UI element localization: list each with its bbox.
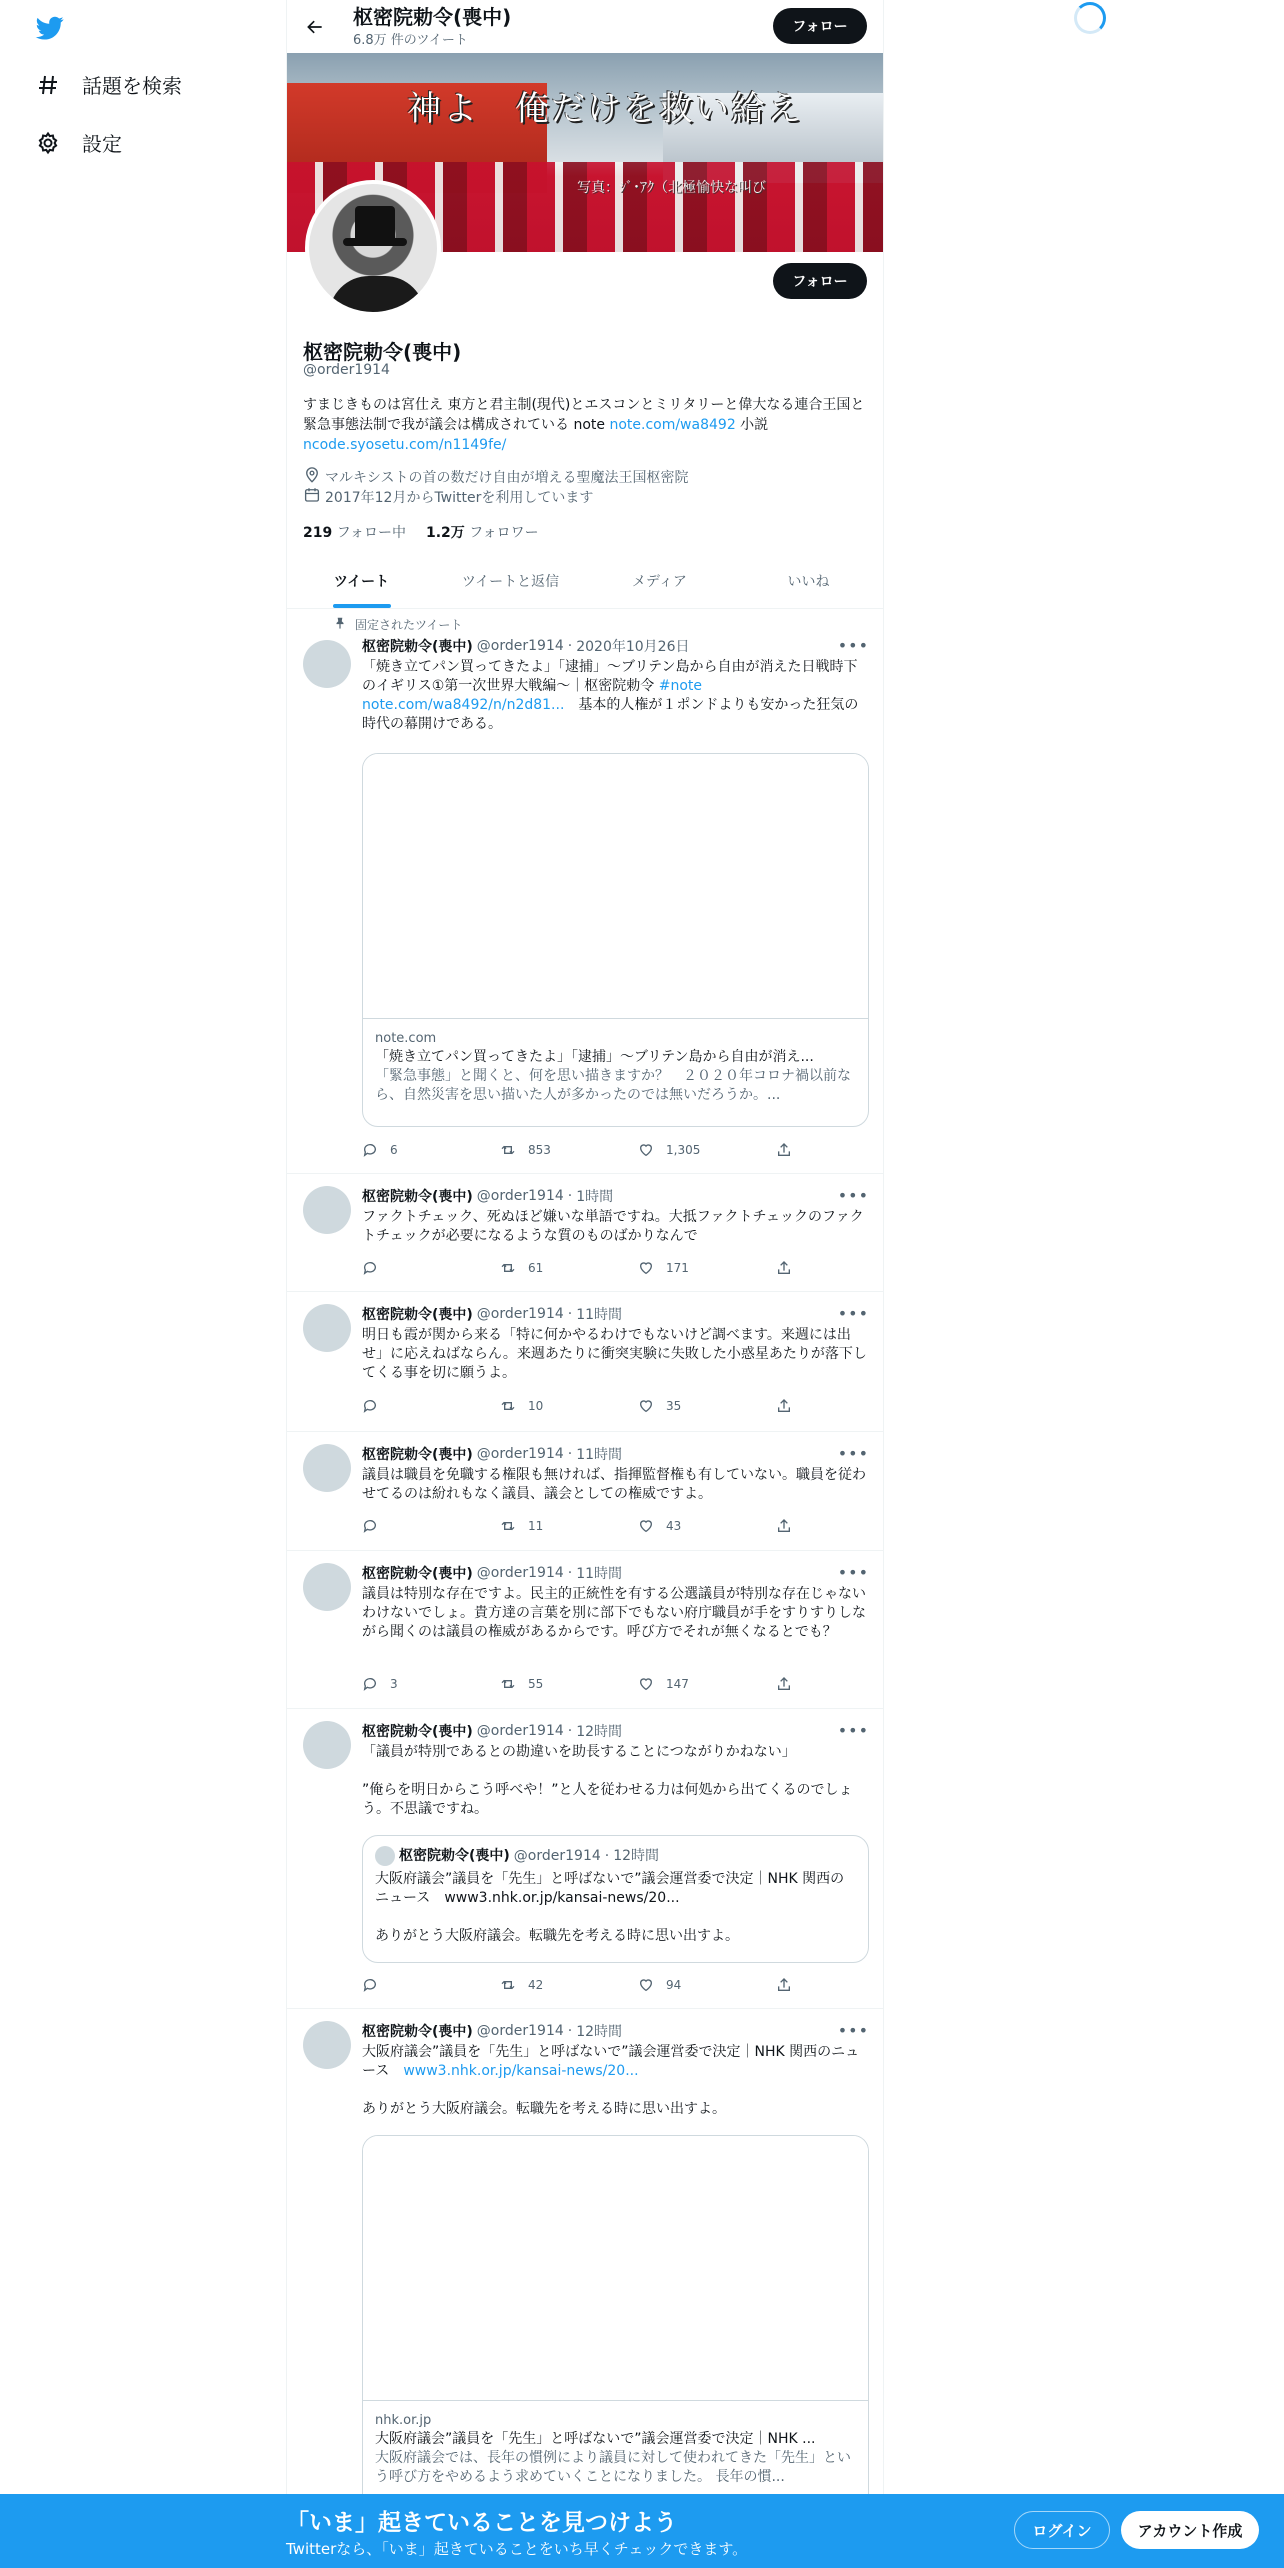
tweet-dot: · bbox=[567, 1723, 573, 1739]
avatar-hat bbox=[355, 206, 395, 240]
tweet-avatar[interactable] bbox=[303, 2021, 351, 2069]
tab-media[interactable]: メディア bbox=[632, 573, 687, 590]
header-name: 枢密院勅令(喪中) bbox=[353, 5, 512, 29]
profile-name: 枢密院勅令(喪中) bbox=[303, 340, 462, 364]
retweet-button[interactable] bbox=[500, 1260, 600, 1276]
retweet-count: 55 bbox=[528, 1677, 544, 1691]
header-tweet-count: 6.8万 件のツイート bbox=[353, 33, 468, 48]
retweet-icon bbox=[500, 1398, 516, 1414]
tweet-author-handle[interactable]: @order1914 bbox=[476, 638, 564, 654]
joined-text: 2017年12月からTwitterを利用しています bbox=[325, 490, 594, 506]
retweet-count: 11 bbox=[528, 1519, 544, 1533]
tweet-text-main: 「議員が特別であるとの勘違いを助長することにつながりかねない」 bbox=[362, 1744, 796, 1760]
tweet-author-name[interactable]: 枢密院勅令(喪中) bbox=[362, 1566, 473, 1582]
tweet-text bbox=[362, 658, 869, 734]
reply-button[interactable] bbox=[362, 1142, 462, 1158]
more-options-icon[interactable]: ••• bbox=[837, 2021, 869, 2040]
quoted-tweet-header bbox=[375, 1846, 856, 1866]
tweet-text bbox=[362, 2043, 869, 2119]
retweet-icon bbox=[500, 1977, 516, 1993]
share-icon bbox=[776, 1142, 792, 1158]
heart-icon bbox=[638, 1142, 654, 1158]
retweet-count: 42 bbox=[528, 1978, 544, 1992]
tab-likes[interactable]: いいね bbox=[787, 573, 830, 590]
profile-avatar[interactable] bbox=[305, 180, 441, 316]
hashtag-icon bbox=[36, 73, 60, 97]
tweet-author-name[interactable]: 枢密院勅令(喪中) bbox=[362, 1189, 473, 1205]
tweet-time[interactable]: 2020年10月26日 bbox=[576, 639, 690, 655]
share-button[interactable] bbox=[776, 1518, 792, 1534]
tweet-item[interactable] bbox=[287, 1709, 883, 2009]
share-button[interactable] bbox=[776, 1676, 792, 1692]
share-button[interactable] bbox=[776, 1398, 792, 1414]
tweet-text: 明日も霞が関から来る「特に何かやるわけでもないけど調べます。来週には出せ」に応えねばならん。来週あたりに衝突実験に失敗した小惑星あたりが落下してくる事を切に願うよ。 bbox=[362, 1327, 867, 1381]
share-icon bbox=[776, 1518, 792, 1534]
tweet-item[interactable] bbox=[287, 610, 883, 1174]
more-options-icon[interactable]: ••• bbox=[837, 1721, 869, 1740]
tweet-avatar[interactable] bbox=[303, 1444, 351, 1492]
calendar-icon bbox=[303, 486, 321, 508]
reply-button[interactable] bbox=[362, 1260, 462, 1276]
card-title: 「焼き立てパン買ってきたよ」「逮捕」～ブリテン島から自由が消え... bbox=[375, 1049, 814, 1065]
banner-subtitle: 写真：ｼﾞ･ｱｸ（北極愉快な叫び bbox=[577, 180, 766, 196]
retweet-button[interactable] bbox=[500, 1676, 600, 1692]
tweet-text-extra: ”俺らを明日からこう呼べや！”と人を従わせる力は何処から出てくるのでしょう。不思議ですね。 bbox=[362, 1782, 853, 1817]
tweet-avatar[interactable] bbox=[303, 1186, 351, 1234]
tweet-item[interactable] bbox=[287, 1551, 883, 1709]
profile-bio bbox=[303, 395, 869, 455]
tweet-header bbox=[362, 2021, 869, 2041]
tweet-actions bbox=[362, 1676, 792, 1692]
header-title-block bbox=[353, 5, 511, 48]
reply-icon bbox=[362, 1518, 378, 1534]
tweet-actions bbox=[362, 1398, 792, 1414]
tweet-author-name[interactable]: 枢密院勅令(喪中) bbox=[362, 1447, 473, 1463]
tweet-header bbox=[362, 636, 869, 656]
reply-icon bbox=[362, 1398, 378, 1414]
nav-settings[interactable] bbox=[36, 128, 122, 157]
bio-mid-text: 小説 bbox=[735, 417, 769, 433]
tweet-body bbox=[362, 1721, 869, 1819]
like-button[interactable] bbox=[638, 1398, 738, 1414]
following-label: フォロー中 bbox=[336, 525, 406, 541]
quoted-author-name: 枢密院勅令(喪中) bbox=[399, 1847, 510, 1864]
tweet-time[interactable]: 11時間 bbox=[576, 1447, 623, 1463]
tweet-item[interactable] bbox=[287, 2009, 883, 2568]
more-options-icon[interactable]: ••• bbox=[837, 1186, 869, 1205]
banner-title: 神よ 俺だけを救い給え bbox=[407, 89, 803, 129]
gear-icon bbox=[36, 131, 60, 155]
followers-count: 1.2万 bbox=[426, 525, 465, 541]
tweet-item[interactable] bbox=[287, 1292, 883, 1432]
tweet-avatar[interactable] bbox=[303, 1563, 351, 1611]
tweet-actions bbox=[362, 1260, 792, 1276]
twitter-logo-icon[interactable] bbox=[34, 14, 66, 42]
like-button[interactable] bbox=[638, 1676, 738, 1692]
tweet-author-name[interactable]: 枢密院勅令(喪中) bbox=[362, 1307, 473, 1323]
tweet-author-name[interactable]: 枢密院勅令(喪中) bbox=[362, 639, 473, 655]
signup-banner bbox=[0, 2494, 1284, 2568]
like-button[interactable] bbox=[638, 1142, 738, 1158]
tweet-dot: · bbox=[567, 2023, 573, 2039]
retweet-button[interactable] bbox=[500, 1398, 600, 1414]
tweet-dot: · bbox=[567, 1446, 573, 1462]
signup-banner-title: 「いま」起きていることを見つけよう bbox=[286, 2510, 677, 2536]
tweet-item[interactable] bbox=[287, 1174, 883, 1292]
tweet-text: ファクトチェック、死ぬほど嫌いな単語ですね。大抵ファクトチェックのファクトチェックが必要になるような質のものばかりなんで bbox=[362, 1209, 864, 1244]
loading-spinner-icon bbox=[1074, 2, 1106, 34]
profile-header bbox=[287, 0, 883, 53]
tweet-header bbox=[362, 1304, 869, 1324]
tweet-body bbox=[362, 1444, 869, 1504]
tweet-avatar[interactable] bbox=[303, 1304, 351, 1352]
card-description: 大阪府議会では、長年の慣例により議員に対して使われてきた「先生」という呼び方をやめるよう求めていくことになりました。 長年の慣... bbox=[375, 2450, 851, 2485]
like-button[interactable] bbox=[638, 1518, 738, 1534]
tweet-header bbox=[362, 1444, 869, 1464]
following-count: 219 bbox=[303, 525, 333, 541]
reply-icon bbox=[362, 1260, 378, 1276]
retweet-icon bbox=[500, 1142, 516, 1158]
card-info bbox=[363, 1019, 868, 1115]
more-options-icon[interactable]: ••• bbox=[837, 1304, 869, 1323]
quoted-time: 12時間 bbox=[613, 1847, 660, 1864]
reply-count: 6 bbox=[390, 1143, 398, 1157]
heart-icon bbox=[638, 1977, 654, 1993]
share-icon bbox=[776, 1260, 792, 1276]
nav-explore[interactable] bbox=[36, 70, 182, 99]
share-icon bbox=[776, 1398, 792, 1414]
heart-icon bbox=[638, 1260, 654, 1276]
card-info bbox=[363, 2401, 868, 2497]
like-count: 1,305 bbox=[666, 1143, 701, 1157]
tab-tweets[interactable]: ツイート bbox=[287, 553, 436, 608]
card-domain: note.com bbox=[375, 1031, 437, 1046]
reply-button[interactable] bbox=[362, 1676, 462, 1692]
quoted-text-main: 大阪府議会”議員を「先生」と呼ばないで”議会運営委で決定｜NHK 関西のニュース bbox=[375, 1871, 845, 1906]
tweet-header bbox=[362, 1563, 869, 1583]
tweet-author-handle[interactable]: @order1914 bbox=[476, 2023, 564, 2039]
reply-button[interactable] bbox=[362, 1977, 462, 1993]
heart-icon bbox=[638, 1398, 654, 1414]
quoted-dot: · bbox=[604, 1847, 610, 1864]
bio-link-note[interactable]: note.com/wa8492 bbox=[609, 417, 736, 433]
retweet-button[interactable] bbox=[500, 1977, 600, 1993]
retweet-count: 853 bbox=[528, 1143, 551, 1157]
tweet-item[interactable] bbox=[287, 1432, 883, 1551]
profile-follow-button[interactable]: フォロー bbox=[773, 263, 867, 299]
like-count: 35 bbox=[666, 1399, 682, 1413]
quoted-link: www3.nhk.or.jp/kansai-news/20... bbox=[444, 1890, 680, 1906]
tweet-time[interactable]: 1時間 bbox=[576, 1189, 614, 1205]
tweet-time[interactable]: 12時間 bbox=[576, 1724, 623, 1740]
tweet-dot: · bbox=[567, 1188, 573, 1204]
tweet-author-handle[interactable]: @order1914 bbox=[476, 1188, 564, 1204]
profile-joined bbox=[303, 486, 593, 508]
quoted-tweet[interactable] bbox=[362, 1835, 869, 1963]
avatar-brim bbox=[343, 238, 407, 246]
card-title: 大阪府議会”議員を「先生」と呼ばないで”議会運営委で決定｜NHK ... bbox=[375, 2431, 816, 2447]
tweet-avatar[interactable] bbox=[303, 1721, 351, 1769]
profile-column bbox=[286, 0, 884, 2568]
location-pin-icon bbox=[303, 466, 321, 488]
share-button[interactable] bbox=[776, 1260, 792, 1276]
card-domain: nhk.or.jp bbox=[375, 2413, 432, 2428]
profile-handle: @order1914 bbox=[303, 362, 390, 378]
signup-banner-subtitle: Twitterなら、「いま」起きていることをいち早くチェックできます。 bbox=[286, 2540, 748, 2558]
quoted-text bbox=[375, 1870, 856, 1908]
tweet-avatar[interactable] bbox=[303, 640, 351, 688]
signup-button[interactable]: アカウント作成 bbox=[1121, 2511, 1259, 2549]
reply-icon bbox=[362, 1977, 378, 1993]
tweet-text-main: 「焼き立てパン買ってきたよ」「逮捕」～ブリテン島から自由が消えた日戦時下のイギリス①第一次世界大戦編～｜枢密院勅令 bbox=[362, 659, 858, 694]
tweet-author-handle[interactable]: @order1914 bbox=[476, 1446, 564, 1462]
tweet-body bbox=[362, 636, 869, 734]
share-button[interactable] bbox=[776, 1142, 792, 1158]
avatar-body bbox=[329, 276, 425, 316]
tweet-author-handle[interactable]: @order1914 bbox=[476, 1723, 564, 1739]
like-count: 43 bbox=[666, 1519, 682, 1533]
retweet-button[interactable] bbox=[500, 1518, 600, 1534]
tweet-time[interactable]: 11時間 bbox=[576, 1566, 623, 1582]
like-button[interactable] bbox=[638, 1260, 738, 1276]
card-image bbox=[363, 2136, 868, 2401]
tweet-author-handle[interactable]: @order1914 bbox=[476, 1306, 564, 1322]
tweet-text-extra: 基本的人権が１ポンドよりも安かった狂気の時代の幕開けである。 bbox=[362, 697, 859, 732]
tweet-time[interactable]: 11時間 bbox=[576, 1307, 623, 1323]
retweet-count: 61 bbox=[528, 1261, 544, 1275]
tweet-link[interactable]: note.com/wa8492/n/n2d81... bbox=[362, 697, 565, 713]
tweet-time[interactable]: 12時間 bbox=[576, 2024, 623, 2040]
more-options-icon[interactable]: ••• bbox=[837, 636, 869, 655]
tweet-body bbox=[362, 2021, 869, 2119]
like-button[interactable] bbox=[638, 1977, 738, 1993]
left-navigation bbox=[0, 0, 286, 2568]
tweet-text bbox=[362, 1743, 869, 1819]
tweet-actions bbox=[362, 1977, 792, 1993]
like-count: 171 bbox=[666, 1261, 689, 1275]
profile-counts bbox=[303, 522, 539, 542]
reply-count: 3 bbox=[390, 1677, 398, 1691]
heart-icon bbox=[638, 1518, 654, 1534]
tweet-author-handle[interactable]: @order1914 bbox=[476, 1565, 564, 1581]
retweet-icon bbox=[500, 1260, 516, 1276]
tweet-link[interactable]: www3.nhk.or.jp/kansai-news/20... bbox=[403, 2063, 639, 2079]
back-arrow-icon[interactable] bbox=[297, 9, 333, 45]
like-count: 147 bbox=[666, 1677, 689, 1691]
tweet-text: 議員は特別な存在ですよ。民主的正統性を有する公選議員が特別な存在じゃないわけないでしょ。貴方達の言葉を別に部下でもない府庁職員が手をすりすりしながら聞くのは議員の権威があるからです。呼び方でそれが無くなるとでも？ bbox=[362, 1586, 866, 1640]
link-card[interactable] bbox=[362, 753, 869, 1127]
tweet-text-main: 大阪府議会”議員を「先生」と呼ばないで”議会運営委で決定｜NHK 関西のニュース bbox=[362, 2044, 860, 2079]
more-options-icon[interactable]: ••• bbox=[837, 1444, 869, 1463]
tab-tweets-and-replies[interactable]: ツイートと返信 bbox=[461, 573, 560, 590]
profile-location bbox=[303, 466, 688, 488]
reply-button[interactable] bbox=[362, 1518, 462, 1534]
bio-link-syosetu[interactable]: ncode.syosetu.com/n1149fe/ bbox=[303, 437, 507, 453]
quoted-avatar bbox=[375, 1846, 395, 1866]
profile-tabs bbox=[287, 553, 883, 609]
reply-icon bbox=[362, 1676, 378, 1692]
retweet-button[interactable] bbox=[500, 1142, 600, 1158]
location-text: マルキシストの首の数だけ自由が増える聖魔法王国枢密院 bbox=[325, 470, 689, 486]
card-description: 「緊急事態」と聞くと、何を思い描きますか？ ２０２０年コロナ禍以前なら、自然災害を思い描いた人が多かったのでは無いだろうか。... bbox=[375, 1068, 851, 1103]
tweet-text: 議員は職員を免職する権限も無ければ、指揮監督権も有していない。職員を従わせてるのは紛れもなく議員、議会としての権威ですよ。 bbox=[362, 1467, 866, 1502]
tweet-text-extra: ありがとう大阪府議会。転職先を考える時に思い出すよ。 bbox=[362, 2101, 726, 2117]
quoted-text-extra: ありがとう大阪府議会。転職先を考える時に思い出すよ。 bbox=[375, 1928, 739, 1944]
reply-button[interactable] bbox=[362, 1398, 462, 1414]
followers-count-link[interactable] bbox=[426, 522, 539, 542]
tweet-actions bbox=[362, 1518, 792, 1534]
following-count-link[interactable] bbox=[303, 522, 406, 542]
followers-label: フォロワー bbox=[469, 525, 539, 541]
header-follow-button[interactable]: フォロー bbox=[773, 8, 867, 44]
tweet-author-name[interactable]: 枢密院勅令(喪中) bbox=[362, 1724, 473, 1740]
like-count: 94 bbox=[666, 1978, 682, 1992]
reply-icon bbox=[362, 1142, 378, 1158]
retweet-icon bbox=[500, 1518, 516, 1534]
bio-text: すまじきものは宮仕え 東方と君主制(現代)とエスコンとミリタリーと偉大なる連合王国と緊急事態法制で我が議会は構成されている note bbox=[303, 397, 865, 433]
tweet-author-name[interactable]: 枢密院勅令(喪中) bbox=[362, 2024, 473, 2040]
link-card[interactable] bbox=[362, 2135, 869, 2535]
tweet-actions bbox=[362, 1142, 792, 1158]
share-icon bbox=[776, 1676, 792, 1692]
tweet-dot: · bbox=[567, 1306, 573, 1322]
nav-explore-label: 話題を検索 bbox=[82, 74, 182, 98]
share-button[interactable] bbox=[776, 1977, 792, 1993]
more-options-icon[interactable]: ••• bbox=[837, 1563, 869, 1582]
retweet-icon bbox=[500, 1676, 516, 1692]
tweet-header bbox=[362, 1721, 869, 1741]
tweet-dot: · bbox=[567, 1565, 573, 1581]
tweet-body bbox=[362, 1186, 869, 1246]
tweet-body bbox=[362, 1304, 869, 1383]
login-button[interactable]: ログイン bbox=[1014, 2511, 1110, 2549]
heart-icon bbox=[638, 1676, 654, 1692]
quoted-author-handle: @order1914 bbox=[513, 1847, 601, 1864]
retweet-count: 10 bbox=[528, 1399, 544, 1413]
tweet-hashtag[interactable]: #note bbox=[658, 678, 703, 694]
tweet-dot: · bbox=[567, 638, 573, 654]
pinned-label: 固定されたツイート bbox=[355, 618, 463, 632]
tweet-header bbox=[362, 1186, 869, 1206]
share-icon bbox=[776, 1977, 792, 1993]
card-image bbox=[363, 754, 868, 1019]
nav-settings-label: 設定 bbox=[82, 132, 122, 156]
tweet-body bbox=[362, 1563, 869, 1642]
